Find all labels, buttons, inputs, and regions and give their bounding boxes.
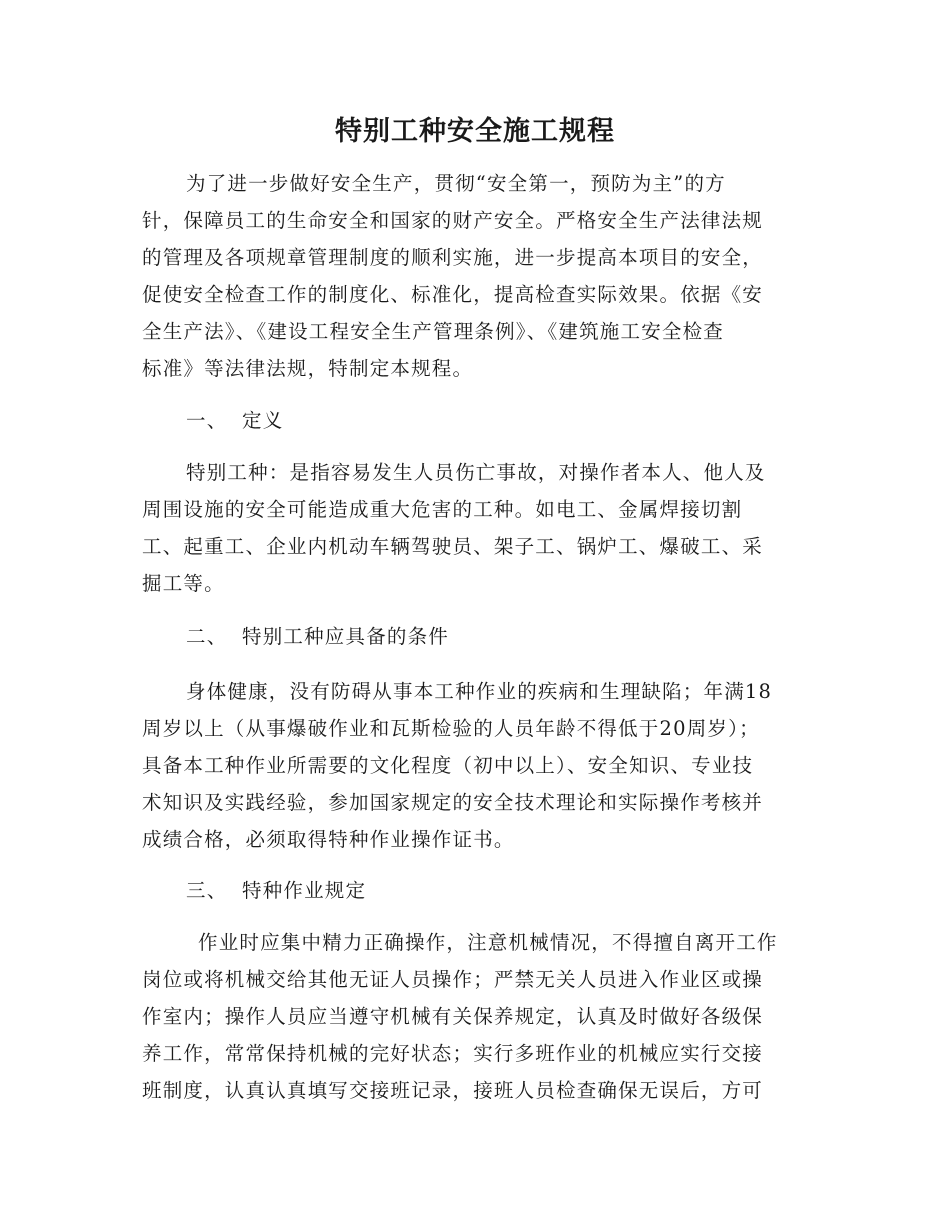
paragraph-line: 岗位或将机械交给其他无证人员操作；严禁无关人员进入作业区或操 (142, 968, 764, 991)
document-title: 特别工种安全施工规程 (335, 116, 615, 147)
intro-line: 为了进一步做好安全生产，贯彻“安全第一，预防为主”的方 (186, 172, 726, 195)
paragraph-line: 术知识及实践经验，参加国家规定的安全技术理论和实际操作考核并 (142, 791, 764, 814)
section-number: 一、 (186, 409, 228, 432)
intro-line: 标准》等法律法规，特制定本规程。 (142, 357, 474, 380)
paragraph-line: 具备本工种作业所需要的文化程度（初中以上）、安全知识、专业技 (142, 754, 754, 777)
paragraph-line: 掘工等。 (142, 572, 225, 595)
paragraph-line: 周岁以上（从事爆破作业和瓦斯检验的人员年龄不得低于20周岁）； (142, 717, 760, 740)
section-title: 特别工种应具备的条件 (242, 625, 450, 648)
paragraph-line: 作室内；操作人员应当遵守机械有关保养规定，认真及时做好各级保 (142, 1005, 764, 1028)
paragraph-line: 工、起重工、企业内机动车辆驾驶员、架子工、锅炉工、爆破工、采 (142, 535, 764, 558)
intro-line: 针，保障员工的生命安全和国家的财产安全。严格安全生产法律法规 (142, 209, 764, 232)
section-heading-2 (186, 618, 449, 655)
paragraph-line: 养工作，常常保持机械的完好状态；实行多班作业的机械应实行交接 (142, 1042, 764, 1065)
section-number: 二、 (186, 625, 228, 648)
section-title: 定义 (242, 409, 284, 432)
section-heading-1 (186, 402, 283, 439)
section-1-paragraph (142, 454, 810, 602)
paragraph-line: 作业时应集中精力正确操作，注意机械情况，不得擅自离开工作 (198, 931, 778, 954)
paragraph-line: 成绩合格，必须取得特种作业操作证书。 (142, 828, 515, 851)
intro-line: 的管理及各项规章管理制度的顺利实施，进一步提高本项目的安全， (142, 246, 764, 269)
paragraph-line: 身体健康，没有防碍从事本工种作业的疾病和生理缺陷；年满18 (186, 680, 773, 703)
section-2-paragraph (142, 673, 810, 858)
section-3-paragraph (142, 924, 810, 1109)
paragraph-line: 班制度，认真认真填写交接班记录，接班人员检查确保无误后，方可 (142, 1079, 764, 1102)
section-number: 三、 (186, 879, 228, 902)
section-heading-3 (186, 872, 366, 909)
paragraph-line: 特别工种：是指容易发生人员伤亡事故，对操作者本人、他人及 (186, 461, 766, 484)
intro-line: 全生产法》、《建设工程安全生产管理条例》、《建筑施工安全检查 (142, 320, 725, 343)
section-title: 特种作业规定 (242, 879, 367, 902)
paragraph-line: 周围设施的安全可能造成重大危害的工种。如电工、金属焊接切割 (142, 498, 743, 521)
intro-paragraph (142, 165, 810, 387)
intro-line: 促使安全检查工作的制度化、标准化，提高检查实际效果。依据《安 (142, 283, 764, 306)
